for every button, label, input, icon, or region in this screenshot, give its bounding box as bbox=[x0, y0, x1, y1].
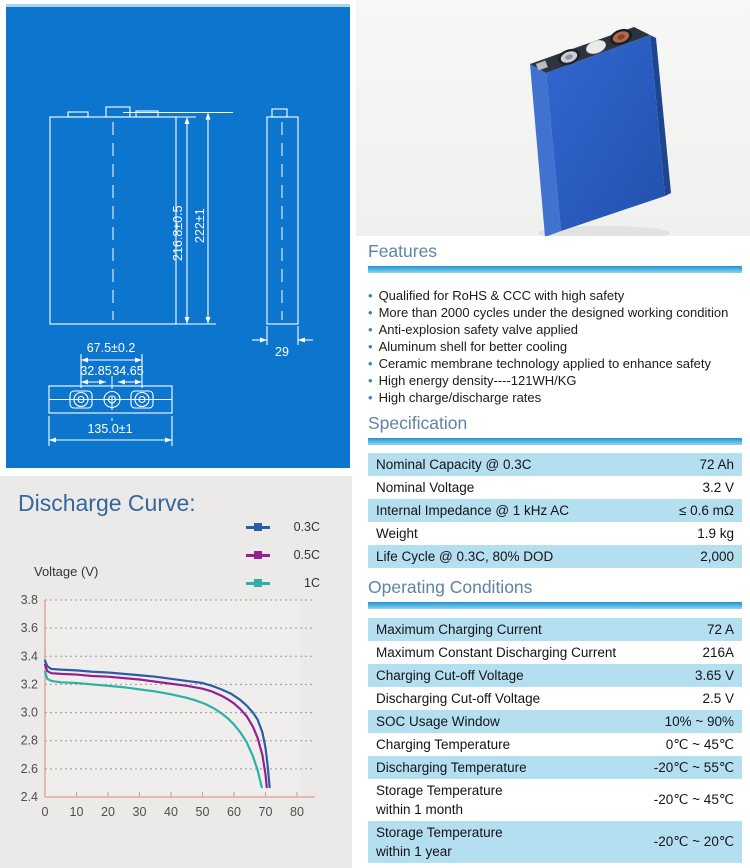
row-value: -20℃ ~ 45℃ bbox=[653, 792, 734, 807]
table-row bbox=[368, 545, 742, 568]
feature-text: More than 2000 cycles under the designed working condition bbox=[378, 305, 729, 320]
svg-text:2.4: 2.4 bbox=[20, 790, 38, 804]
legend-marker bbox=[246, 550, 270, 560]
bottom-view-drawing bbox=[49, 376, 172, 421]
row-value: -20℃ ~ 55℃ bbox=[653, 759, 734, 775]
dim-front-height-label: 216.8±0.5 bbox=[171, 205, 185, 261]
discharge-title: Discharge Curve: bbox=[18, 490, 196, 516]
svg-text:3.2: 3.2 bbox=[20, 677, 38, 692]
table-row bbox=[368, 756, 742, 779]
row-label: Storage Temperature bbox=[376, 825, 503, 840]
row-label: Charging Temperature bbox=[376, 737, 511, 752]
battery-dimension-drawing bbox=[6, 7, 350, 465]
table-row bbox=[368, 522, 742, 545]
row-value: 72 Ah bbox=[699, 457, 734, 472]
row-value: 10% ~ 90% bbox=[664, 714, 734, 729]
right-column bbox=[368, 240, 742, 863]
dim-overall-width bbox=[49, 416, 172, 446]
row-label: Discharging Temperature bbox=[376, 760, 527, 775]
feature-item bbox=[368, 287, 742, 304]
svg-text:40: 40 bbox=[164, 805, 178, 819]
table-row bbox=[368, 664, 742, 687]
svg-text:60: 60 bbox=[227, 805, 241, 819]
bullet-icon: • bbox=[368, 373, 373, 388]
dim-terminal-span-label: 67.5±0.2 bbox=[86, 341, 136, 355]
table-row bbox=[368, 733, 742, 756]
battery-photo-area bbox=[356, 0, 750, 236]
bullet-icon: • bbox=[368, 305, 373, 320]
row-value: 1.9 kg bbox=[697, 526, 734, 541]
features-list bbox=[368, 287, 742, 406]
row-label: Nominal Capacity @ 0.3C bbox=[376, 457, 532, 472]
svg-text:3.8: 3.8 bbox=[20, 593, 38, 607]
row-label: Life Cycle @ 0.3C, 80% DOD bbox=[376, 549, 554, 564]
table-row bbox=[368, 779, 742, 821]
row-label: Weight bbox=[376, 526, 418, 541]
svg-text:50: 50 bbox=[195, 805, 210, 819]
operating-conditions-rule bbox=[368, 602, 742, 609]
legend-item bbox=[246, 546, 320, 564]
table-row bbox=[368, 821, 742, 863]
table-row bbox=[368, 710, 742, 733]
row-value: 3.65 V bbox=[694, 668, 734, 683]
bullet-icon: • bbox=[368, 322, 373, 337]
table-row bbox=[368, 453, 742, 476]
legend-item bbox=[246, 518, 320, 536]
row-value: 72 A bbox=[706, 622, 734, 637]
feature-text: Qualified for RoHS & CCC with high safety bbox=[378, 288, 625, 303]
table-row bbox=[368, 687, 742, 710]
legend-label: 0.3C bbox=[293, 520, 320, 534]
svg-text:0: 0 bbox=[41, 805, 49, 819]
battery-photo bbox=[356, 0, 750, 236]
legend-marker bbox=[246, 578, 270, 588]
row-label: Maximum Charging Current bbox=[376, 622, 542, 637]
feature-text: Aluminum shell for better cooling bbox=[378, 339, 568, 354]
row-label-line2: within 1 year bbox=[376, 844, 452, 859]
svg-text:3.6: 3.6 bbox=[20, 621, 38, 636]
specification-title: Specification bbox=[368, 413, 468, 433]
table-row bbox=[368, 476, 742, 499]
row-value: 2,000 bbox=[700, 549, 734, 564]
svg-text:30: 30 bbox=[132, 805, 147, 819]
feature-text: High energy density----121WH/KG bbox=[378, 373, 577, 388]
feature-text: High charge/discharge rates bbox=[378, 390, 542, 405]
row-label: Discharging Cut-off Voltage bbox=[376, 691, 541, 706]
specification-table bbox=[368, 453, 742, 568]
row-value: -20℃ ~ 20℃ bbox=[653, 834, 734, 849]
specification-rule bbox=[368, 438, 742, 445]
feature-item bbox=[368, 338, 742, 355]
feature-item bbox=[368, 389, 742, 406]
features-rule bbox=[368, 266, 742, 273]
dim-pitch-left-label: 32.85 bbox=[80, 364, 112, 378]
row-value: ≤ 0.6 mΩ bbox=[678, 503, 734, 518]
feature-item bbox=[368, 372, 742, 389]
feature-text: Anti-explosion safety valve applied bbox=[378, 322, 579, 337]
row-value: 216A bbox=[702, 645, 734, 660]
row-value: 2.5 V bbox=[702, 691, 734, 706]
dim-overall-height-label: 222±1 bbox=[193, 208, 207, 243]
front-view-drawing bbox=[50, 107, 176, 324]
row-label: Nominal Voltage bbox=[376, 480, 475, 495]
dim-pitch-right-label: 34.65 bbox=[112, 364, 144, 378]
row-label: Storage Temperature bbox=[376, 783, 503, 798]
voltage-axis-label: Voltage (V) bbox=[34, 564, 99, 579]
operating-conditions-table bbox=[368, 618, 742, 863]
table-row bbox=[368, 618, 742, 641]
svg-text:2.8: 2.8 bbox=[20, 733, 38, 748]
svg-text:70: 70 bbox=[258, 805, 273, 819]
operating-conditions-title: Operating Conditions bbox=[368, 577, 533, 597]
feature-item bbox=[368, 321, 742, 338]
blueprint-panel bbox=[6, 4, 350, 468]
svg-text:20: 20 bbox=[101, 805, 115, 819]
table-row bbox=[368, 499, 742, 522]
row-label-line2: within 1 month bbox=[376, 802, 464, 817]
legend-item bbox=[246, 574, 320, 592]
discharge-section bbox=[0, 476, 352, 868]
svg-text:2.6: 2.6 bbox=[20, 761, 38, 776]
dim-thickness-label: 29 bbox=[275, 345, 289, 359]
svg-text:80: 80 bbox=[290, 805, 304, 819]
feature-text: Ceramic membrane technology applied to enhance safety bbox=[378, 356, 711, 371]
row-value: 0℃ ~ 45℃ bbox=[665, 736, 734, 752]
dim-overall-width-label: 135.0±1 bbox=[87, 422, 133, 436]
row-label: SOC Usage Window bbox=[376, 714, 500, 729]
row-label: Internal Impedance @ 1 kHz AC bbox=[376, 503, 570, 518]
bullet-icon: • bbox=[368, 288, 373, 303]
svg-text:3.4: 3.4 bbox=[20, 649, 38, 664]
chart-legend bbox=[246, 518, 320, 602]
bullet-icon: • bbox=[368, 390, 373, 405]
row-label: Maximum Constant Discharging Current bbox=[376, 645, 617, 660]
row-label: Charging Cut-off Voltage bbox=[376, 668, 524, 683]
side-view-drawing bbox=[252, 109, 313, 359]
row-value: 3.2 V bbox=[702, 480, 734, 495]
legend-marker bbox=[246, 522, 270, 532]
bullet-icon: • bbox=[368, 356, 373, 371]
legend-label: 1C bbox=[304, 576, 320, 590]
svg-text:3.0: 3.0 bbox=[20, 705, 38, 720]
bullet-icon: • bbox=[368, 339, 373, 354]
feature-item bbox=[368, 355, 742, 372]
features-title: Features bbox=[368, 241, 438, 261]
svg-text:10: 10 bbox=[69, 805, 84, 819]
table-row bbox=[368, 641, 742, 664]
legend-label: 0.5C bbox=[293, 548, 320, 562]
feature-item bbox=[368, 304, 742, 321]
discharge-chart bbox=[14, 592, 336, 836]
